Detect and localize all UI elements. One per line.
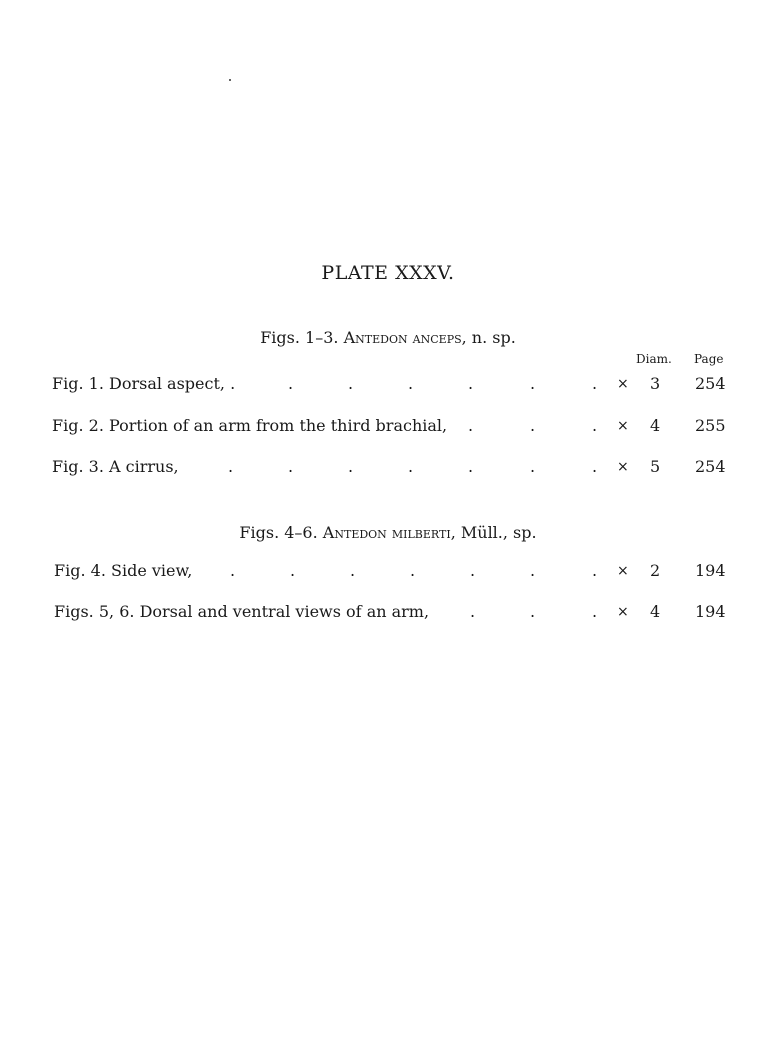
section-heading-prefix: Figs. 4–6. xyxy=(239,523,318,542)
row-label xyxy=(52,457,179,476)
page-number: 194 xyxy=(695,561,726,580)
species-name: Antedon anceps xyxy=(343,328,462,347)
leader-dot: . xyxy=(468,416,474,435)
leader-dot: . xyxy=(230,561,236,580)
leader-dot: . xyxy=(288,374,294,393)
times-sign: × xyxy=(617,604,629,620)
fig-label: Fig. xyxy=(52,457,84,476)
page-number: 255 xyxy=(695,416,726,435)
times-sign: × xyxy=(617,418,629,434)
diam-value: 4 xyxy=(650,602,661,621)
section-heading-prefix: Figs. 1–3. xyxy=(260,328,339,347)
fig-label: Figs. xyxy=(54,602,94,621)
diam-value: 3 xyxy=(650,374,661,393)
leader-dot: . xyxy=(470,561,476,580)
species-name: Antedon milberti xyxy=(322,523,451,542)
leader-dot: . xyxy=(592,457,598,476)
page-number: 254 xyxy=(695,374,726,393)
leader-dot: . xyxy=(470,602,476,621)
fig-description: 3. A cirrus, xyxy=(88,457,179,476)
leader-dot: . xyxy=(530,457,536,476)
fig-description: 4. Side view, xyxy=(90,561,193,580)
column-header-page: Page xyxy=(694,352,724,366)
diam-value: 4 xyxy=(650,416,661,435)
row-label xyxy=(52,374,235,393)
fig-label: Fig. xyxy=(54,561,86,580)
leader-dot: . xyxy=(530,416,536,435)
leader-dot: . xyxy=(408,374,414,393)
fig-description: 2. Portion of an arm from the third brachial, xyxy=(88,416,448,435)
leader-dot: . xyxy=(468,374,474,393)
fig-label: Fig. xyxy=(52,416,84,435)
fig-description: 5, 6. Dorsal and ventral views of an arm, xyxy=(98,602,430,621)
diam-value: 2 xyxy=(650,561,661,580)
leader-dot: . xyxy=(288,457,294,476)
table-row xyxy=(0,602,776,626)
fig-label: Fig. xyxy=(52,374,84,393)
table-row xyxy=(0,561,776,585)
row-label xyxy=(52,416,447,435)
column-header-diam: Diam. xyxy=(636,352,672,366)
diam-value: 5 xyxy=(650,457,661,476)
leader-dot: . xyxy=(348,457,354,476)
times-sign: × xyxy=(617,563,629,579)
fig-description: 1. Dorsal aspect, . xyxy=(88,374,236,393)
row-label xyxy=(54,602,429,621)
leader-dot: . xyxy=(592,416,598,435)
plate-title: PLATE XXXV. xyxy=(321,262,455,284)
table-row xyxy=(0,416,776,440)
times-sign: × xyxy=(617,459,629,475)
leader-dot: . xyxy=(592,374,598,393)
leader-dot: . xyxy=(228,457,234,476)
section-heading-2 xyxy=(0,523,776,542)
section-heading-1 xyxy=(0,328,776,347)
page-number: 254 xyxy=(695,457,726,476)
leader-dot: . xyxy=(408,457,414,476)
row-label xyxy=(54,561,192,580)
leader-dot: . xyxy=(348,374,354,393)
leader-dot: . xyxy=(410,561,416,580)
leader-dot: . xyxy=(592,561,598,580)
leader-dot: . xyxy=(592,602,598,621)
leader-dot: . xyxy=(530,374,536,393)
leader-dot: . xyxy=(350,561,356,580)
section-heading-suffix: , n. sp. xyxy=(461,328,516,347)
table-row xyxy=(0,374,776,398)
leader-dot: . xyxy=(530,561,536,580)
table-row xyxy=(0,457,776,481)
page-number: 194 xyxy=(695,602,726,621)
leader-dot: . xyxy=(290,561,296,580)
times-sign: × xyxy=(617,376,629,392)
section-heading-suffix: , Müll., sp. xyxy=(450,523,537,542)
leader-dot: . xyxy=(468,457,474,476)
stray-mark xyxy=(229,79,231,81)
leader-dot: . xyxy=(530,602,536,621)
